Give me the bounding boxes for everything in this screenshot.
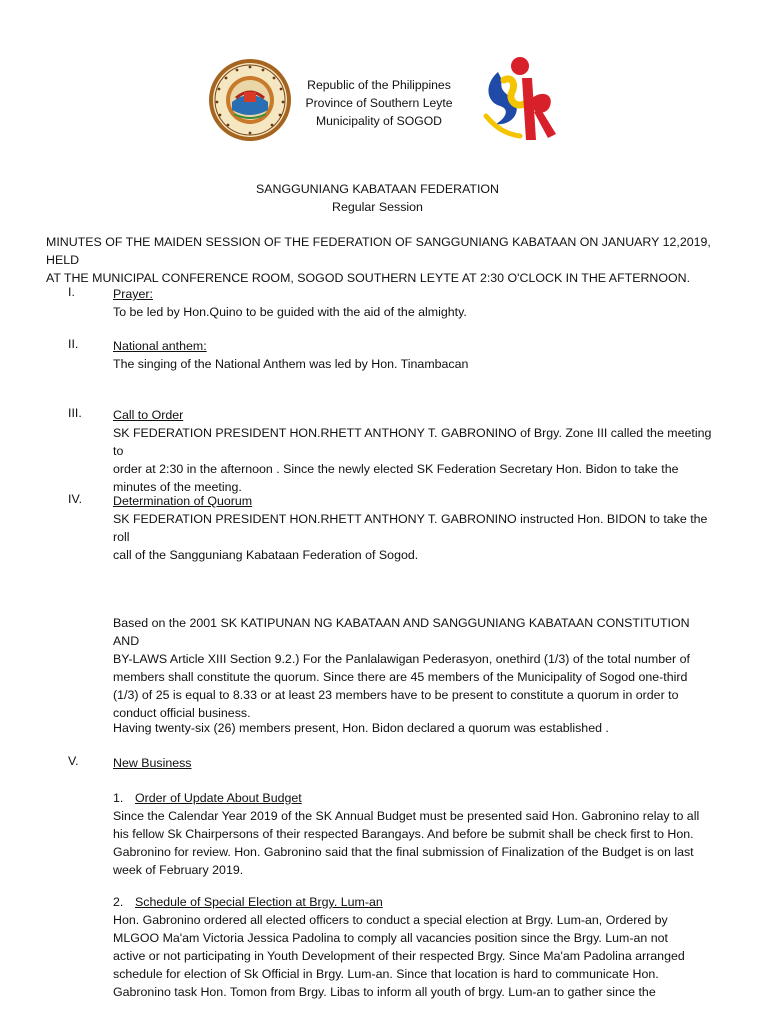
letterhead: [296, 76, 462, 130]
section-heading: Prayer:: [113, 287, 153, 301]
section-heading: Call to Order: [113, 408, 184, 422]
section-number: II.: [68, 337, 79, 351]
item-text-line: week of February 2019.: [113, 863, 244, 877]
item-text-line: MLGOO Ma'am Victoria Jessica Padolina to comply all vacancies position since the Brgy. Lum-an not: [113, 931, 668, 945]
item-text-line: Gabronino for review. Hon. Gabronino said that the final submission of Finalization of the Budget is on last: [113, 845, 694, 859]
item-title: Order of Update About Budget: [135, 791, 302, 805]
item-budget-update: [113, 789, 713, 879]
paragraph-line: members shall constitute the quorum. Since there are 45 members of the Municipality of Sogod one-third: [113, 670, 688, 684]
section-number: V.: [68, 754, 79, 768]
paragraph-line: conduct official business.: [113, 706, 251, 720]
section-text-line: order at 2:30 in the afternoon . Since the newly elected SK Federation Secretary Hon. Bidon to take the: [113, 462, 679, 476]
section-text-line: The singing of the National Anthem was led by Hon. Tinambacan: [113, 357, 469, 371]
title-line-2: Regular Session: [332, 200, 423, 214]
item-text-line: Gabronino task Hon. Tomon from Brgy. Libas to inform all youth of brgy. Lum-an to gather since the: [113, 985, 656, 999]
quorum-basis-paragraph: [113, 614, 718, 722]
section-heading: Determination of Quorum: [113, 494, 253, 508]
section-number: IV.: [68, 492, 83, 506]
letterhead-line-2: Province of Southern Leyte: [305, 96, 453, 110]
item-text-line: active or not participating in Youth Development of their respected Brgy. Since Ma'am Padolina arranged: [113, 949, 685, 963]
section-number: III.: [68, 406, 82, 420]
section-text-line: call of the Sangguniang Kabataan Federation of Sogod.: [113, 548, 419, 562]
quorum-result: Having twenty-six (26) members present, Hon. Bidon declared a quorum was established .: [113, 721, 609, 735]
letterhead-line-1: Republic of the Philippines: [307, 78, 451, 92]
paragraph-line: Based on the 2001 SK KATIPUNAN NG KABATAAN AND SANGGUNIANG KABATAAN CONSTITUTION AND: [113, 616, 690, 648]
section-heading: National anthem:: [113, 339, 207, 353]
section-number: I.: [68, 285, 75, 299]
section-text-line: SK FEDERATION PRESIDENT HON.RHETT ANTHONY T. GABRONINO instructed Hon. BIDON to take the roll: [113, 512, 708, 544]
paragraph-line: (1/3) of 25 is equal to 8.33 or at least 23 members have to be present to constitute a quorum in order to: [113, 688, 679, 702]
intro-paragraph: [46, 233, 726, 287]
section-text-line: To be led by Hon.Quino to be guided with the aid of the almighty.: [113, 305, 467, 319]
item-text-line: his fellow Sk Chairpersons of their respected Barangays. And before be submit shall be check first to Hon.: [113, 827, 694, 841]
intro-line-2: AT THE MUNICIPAL CONFERENCE ROOM, SOGOD SOUTHERN LEYTE AT 2:30 O'CLOCK IN THE AFTERNOON.: [46, 271, 691, 285]
municipal-seal-icon: [208, 58, 292, 142]
item-number: 2.: [113, 895, 124, 909]
item-special-election: [113, 893, 713, 1001]
section-text-line: SK FEDERATION PRESIDENT HON.RHETT ANTHONY T. GABRONINO of Brgy. Zone III called the meeting to: [113, 426, 712, 458]
paragraph-line: BY-LAWS Article XIII Section 9.2.) For the Panlalawigan Pederasyon, onethird (1/3) of the total number of: [113, 652, 690, 666]
item-number: 1.: [113, 791, 124, 805]
section-text-line: minutes of the meeting.: [113, 480, 242, 494]
item-text-line: Since the Calendar Year 2019 of the SK Annual Budget must be presented said Hon. Gabronino relay to all: [113, 809, 700, 823]
letterhead-line-3: Municipality of SOGOD: [316, 114, 442, 128]
item-title: Schedule of Special Election at Brgy. Lum-an: [135, 895, 383, 909]
document-title: [0, 180, 755, 216]
section-heading: New Business: [113, 756, 192, 770]
item-text-line: Hon. Gabronino ordered all elected officers to conduct a special election at Brgy. Lum-an, Ordered by: [113, 913, 668, 927]
intro-line-1: MINUTES OF THE MAIDEN SESSION OF THE FEDERATION OF SANGGUNIANG KABATAAN ON JANUARY 12,2019, HELD: [46, 235, 711, 267]
item-text-line: schedule for election of Sk Official in Brgy. Lum-an. Since that location is hard to communicate Hon.: [113, 967, 659, 981]
title-line-1: SANGGUNIANG KABATAAN FEDERATION: [255, 182, 500, 196]
sk-logo-icon: [476, 54, 556, 144]
